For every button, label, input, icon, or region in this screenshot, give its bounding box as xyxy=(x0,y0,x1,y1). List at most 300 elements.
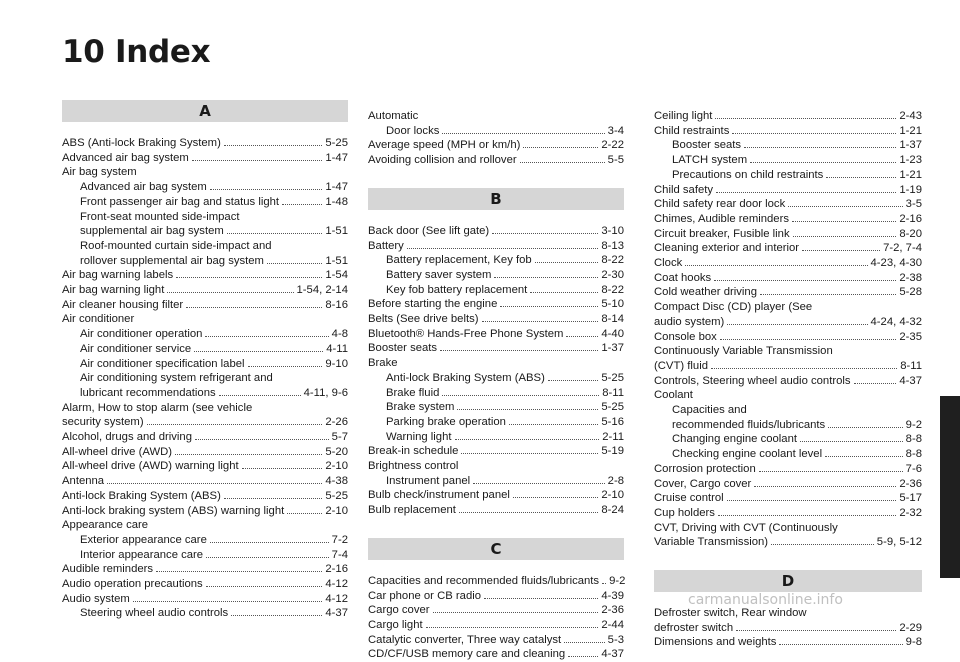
entry-page: 8-20 xyxy=(899,227,922,240)
index-entry xyxy=(654,256,922,271)
leader-dots xyxy=(192,160,323,161)
index-entry xyxy=(386,400,624,415)
entry-text: Capacities and xyxy=(672,404,747,416)
entry-text: Circuit breaker, Fusible link xyxy=(654,227,790,240)
index-entry xyxy=(654,212,922,227)
index-entry xyxy=(80,342,348,357)
entry-text: Defroster switch, Rear window xyxy=(654,607,807,619)
leader-dots xyxy=(210,542,329,543)
leader-dots xyxy=(760,294,896,295)
leader-dots xyxy=(750,162,896,163)
index-entry xyxy=(386,268,624,283)
entry-page: 1-54, 2-14 xyxy=(296,284,348,296)
entry-page: 8-22 xyxy=(601,283,624,296)
entry-text: Child safety xyxy=(654,183,714,196)
index-entry xyxy=(386,415,624,430)
leader-dots xyxy=(147,424,323,425)
index-entry xyxy=(654,621,922,636)
entry-text: Key fob battery replacement xyxy=(386,283,528,296)
leader-dots xyxy=(287,513,322,514)
entry-text: CVT, Driving with CVT (Continuously xyxy=(654,521,838,534)
entry-page: 4-24, 4-32 xyxy=(870,315,922,328)
entry-page: 2-29 xyxy=(899,621,922,634)
entry-page: 4-11 xyxy=(326,342,348,355)
entry-text: Air bag system xyxy=(62,166,137,179)
entry-page: 4-8 xyxy=(331,328,348,341)
entry-text: Air bag warning light xyxy=(62,284,165,296)
leader-dots xyxy=(231,615,322,616)
entry-page: 1-47 xyxy=(325,181,348,194)
index-entry xyxy=(672,447,922,462)
index-entry xyxy=(654,330,922,345)
index-entry xyxy=(368,503,624,518)
leader-dots xyxy=(227,233,323,234)
entry-text: Audio system xyxy=(62,592,130,605)
index-entry xyxy=(654,635,922,650)
leader-dots xyxy=(195,439,329,440)
entry-text: Audible reminders xyxy=(62,563,154,576)
index-entry xyxy=(672,153,922,168)
entry-text: Warning light xyxy=(386,430,452,443)
entry-text: Anti-lock braking system (ABS) warning light xyxy=(62,504,285,517)
entry-text: Battery saver system xyxy=(386,268,492,281)
entry-text: supplemental air bag system xyxy=(80,225,224,238)
leader-dots xyxy=(426,627,599,628)
index-entry xyxy=(672,432,922,447)
entry-text: recommended fluids/lubricants xyxy=(672,418,826,431)
index-entry xyxy=(654,462,922,477)
leader-dots xyxy=(194,351,323,352)
leader-dots xyxy=(564,642,604,643)
entry-page: 5-20 xyxy=(325,445,348,458)
entry-text: Air conditioner specification label xyxy=(80,357,245,370)
index-entry xyxy=(368,618,624,633)
index-entry xyxy=(654,300,922,315)
index-entry xyxy=(672,418,922,433)
leader-dots xyxy=(520,162,605,163)
entry-page: 3-4 xyxy=(607,124,624,137)
index-entry xyxy=(62,459,348,474)
entry-page: 1-51 xyxy=(325,254,348,267)
index-entry xyxy=(654,241,922,256)
entry-text: Precautions on child restraints xyxy=(672,168,824,181)
leader-dots xyxy=(793,236,897,237)
entry-page: 5-3 xyxy=(607,633,624,646)
entry-page: 8-16 xyxy=(325,298,348,311)
index-entry xyxy=(62,312,348,327)
index-entry xyxy=(368,297,624,312)
leader-dots xyxy=(828,427,902,428)
entry-page: 2-11 xyxy=(602,430,624,443)
index-entry xyxy=(80,224,348,239)
entry-text: Air conditioner service xyxy=(80,342,192,355)
entry-text: Anti-lock Braking System (ABS) xyxy=(62,489,221,502)
index-entry xyxy=(386,124,624,139)
index-entry xyxy=(368,341,624,356)
entry-text: CD/CF/USB memory care and cleaning xyxy=(368,648,566,661)
index-entry xyxy=(80,371,348,386)
entry-text: Air conditioner operation xyxy=(80,328,203,341)
entry-page: 1-23 xyxy=(899,154,922,167)
entry-text: Door locks xyxy=(386,124,440,137)
entry-page: 8-22 xyxy=(601,254,624,267)
entry-text: Catalytic converter, Three way catalyst xyxy=(368,633,562,646)
entry-text: Bulb check/instrument panel xyxy=(368,489,510,502)
entry-text: Brake system xyxy=(386,401,455,414)
index-entry xyxy=(386,283,624,298)
index-entry xyxy=(62,415,348,430)
entry-text: Avoiding collision and rollover xyxy=(368,154,517,167)
page-title: 10 Index xyxy=(62,34,211,70)
leader-dots xyxy=(714,280,896,281)
entry-text: Cold weather driving xyxy=(654,286,757,299)
entry-page: 5-5 xyxy=(607,154,624,167)
index-entry xyxy=(386,386,624,401)
section-letter-b: B xyxy=(368,188,624,210)
entry-text: Checking engine coolant level xyxy=(672,448,823,461)
leader-dots xyxy=(718,515,896,516)
entry-text: LATCH system xyxy=(672,154,748,167)
entry-text: Bulb replacement xyxy=(368,504,456,517)
entry-page: 8-24 xyxy=(601,504,624,517)
leader-dots xyxy=(442,133,604,134)
entry-page: 8-8 xyxy=(905,433,922,446)
leader-dots xyxy=(736,630,896,631)
entry-page: 2-16 xyxy=(899,212,922,225)
leader-dots xyxy=(523,147,598,148)
entry-text: Cleaning exterior and interior xyxy=(654,242,800,255)
leader-dots xyxy=(548,380,599,381)
index-entry xyxy=(80,327,348,342)
index-entry xyxy=(672,138,922,153)
index-entry xyxy=(80,195,348,210)
index-entry xyxy=(368,647,624,662)
leader-dots xyxy=(219,395,301,396)
entry-page: 8-8 xyxy=(905,448,922,461)
entry-text: Air conditioner xyxy=(62,313,135,326)
entry-page: 9-8 xyxy=(905,636,922,649)
entry-page: 5-19 xyxy=(601,445,624,458)
index-entry xyxy=(654,374,922,389)
leader-dots xyxy=(494,277,598,278)
entry-text: Bluetooth® Hands-Free Phone System xyxy=(368,327,564,340)
entry-page: 5-7 xyxy=(331,431,348,443)
entry-text: Alcohol, drugs and driving xyxy=(62,431,192,443)
leader-dots xyxy=(509,424,598,425)
entry-text: Child safety rear door lock xyxy=(654,198,786,211)
entry-text: Before starting the engine xyxy=(368,298,498,311)
entry-text: Air conditioning system refrigerant and xyxy=(80,372,273,385)
entry-page: 1-21 xyxy=(899,124,922,137)
entry-text: Controls, Steering wheel audio controls xyxy=(654,374,851,387)
entry-text: Antenna xyxy=(62,475,105,488)
index-entry xyxy=(654,344,922,359)
entry-page: 2-38 xyxy=(899,271,922,284)
index-entry xyxy=(368,459,624,474)
entry-page: 4-37 xyxy=(899,374,922,387)
leader-dots xyxy=(267,263,322,264)
entry-text: Compact Disc (CD) player (See xyxy=(654,301,813,314)
leader-dots xyxy=(566,336,598,337)
index-entry xyxy=(62,136,348,151)
leader-dots xyxy=(482,321,599,322)
leader-dots xyxy=(442,395,599,396)
entry-text: security system) xyxy=(62,416,144,429)
entry-text: Coat hooks xyxy=(654,271,712,284)
entry-page: 1-37 xyxy=(601,342,624,355)
leader-dots xyxy=(186,307,322,308)
entry-text: Front passenger air bag and status light xyxy=(80,195,280,208)
entry-text: Variable Transmission) xyxy=(654,536,769,549)
index-entry xyxy=(368,312,624,327)
index-entry xyxy=(654,388,922,403)
entry-page: 5-16 xyxy=(601,415,624,428)
entry-page: 4-39 xyxy=(601,589,624,602)
leader-dots xyxy=(727,500,897,501)
entry-page: 1-37 xyxy=(899,139,922,152)
leader-dots xyxy=(459,512,598,513)
leader-dots xyxy=(248,366,323,367)
entry-text: Cargo light xyxy=(368,618,423,631)
entry-page: 5-25 xyxy=(325,137,348,149)
entry-text: Alarm, How to stop alarm (see vehicle xyxy=(62,401,253,414)
entry-page: 9-10 xyxy=(325,357,348,370)
index-entry xyxy=(62,283,348,298)
entry-page: 2-16 xyxy=(325,563,348,576)
leader-dots xyxy=(788,206,902,207)
leader-dots xyxy=(407,248,599,249)
entry-page: 2-26 xyxy=(325,416,348,429)
leader-dots xyxy=(602,583,606,584)
leader-dots xyxy=(720,339,897,340)
index-entry xyxy=(654,183,922,198)
entry-text: Steering wheel audio controls xyxy=(80,607,229,620)
entry-page: 1-54 xyxy=(325,269,348,282)
leader-dots xyxy=(771,544,874,545)
entry-text: Car phone or CB radio xyxy=(368,589,482,602)
index-entry xyxy=(62,445,348,460)
entry-page: 5-25 xyxy=(325,489,348,502)
entry-page: 4-11, 9-6 xyxy=(303,386,348,399)
index-entry xyxy=(62,577,348,592)
entry-text: Child restraints xyxy=(654,124,730,137)
leader-dots xyxy=(500,306,598,307)
entry-text: Advanced air bag system xyxy=(62,151,189,164)
entry-text: Cruise control xyxy=(654,492,724,505)
entry-page: 1-21 xyxy=(899,168,922,181)
entry-page: 2-8 xyxy=(607,474,624,487)
section-letter-a: A xyxy=(62,100,348,122)
entry-text: audio system) xyxy=(654,315,725,328)
entry-page: 2-22 xyxy=(601,139,624,152)
entry-text: Brake xyxy=(368,357,398,370)
entry-page: 4-40 xyxy=(601,327,624,340)
entry-text: Brake fluid xyxy=(386,386,440,399)
leader-dots xyxy=(802,250,880,251)
entry-page: 1-48 xyxy=(325,195,348,208)
leader-dots xyxy=(792,221,896,222)
leader-dots xyxy=(205,336,328,337)
index-entry xyxy=(80,386,348,401)
index-entry xyxy=(368,327,624,342)
index-entry xyxy=(654,109,922,124)
entry-page: 7-6 xyxy=(905,462,922,475)
index-entry xyxy=(654,271,922,286)
index-entry xyxy=(654,506,922,521)
entry-text: Clock xyxy=(654,257,683,269)
entry-text: Front-seat mounted side-impact xyxy=(80,210,240,223)
leader-dots xyxy=(484,598,598,599)
leader-dots xyxy=(513,497,598,498)
entry-page: 2-44 xyxy=(601,618,624,631)
index-entry xyxy=(368,444,624,459)
index-entry xyxy=(368,153,624,168)
index-entry xyxy=(672,403,922,418)
entry-text: lubricant recommendations xyxy=(80,386,216,399)
entry-text: Air cleaner housing filter xyxy=(62,298,184,311)
entry-page: 9-2 xyxy=(609,574,626,587)
entry-text: All-wheel drive (AWD) warning light xyxy=(62,460,239,473)
entry-page: 3-5 xyxy=(905,198,922,211)
entry-page: 2-30 xyxy=(601,268,624,281)
index-entry xyxy=(80,606,348,621)
entry-page: 7-4 xyxy=(331,548,348,561)
leader-dots xyxy=(461,453,598,454)
entry-page: 3-10 xyxy=(601,224,624,237)
entry-page: 8-11 xyxy=(602,386,624,399)
index-entry xyxy=(80,210,348,225)
entry-page: 2-10 xyxy=(325,460,348,473)
entry-text: Average speed (MPH or km/h) xyxy=(368,139,521,152)
entry-text: Brightness control xyxy=(368,460,459,472)
index-entry xyxy=(368,488,624,503)
index-entry xyxy=(654,535,922,550)
leader-dots xyxy=(175,454,322,455)
entry-text: Battery replacement, Key fob xyxy=(386,254,532,267)
entry-text: Changing engine coolant xyxy=(672,433,797,446)
entry-page: 2-32 xyxy=(899,506,922,519)
leader-dots xyxy=(107,483,322,484)
entry-text: All-wheel drive (AWD) xyxy=(62,445,173,458)
index-entry xyxy=(654,124,922,139)
leader-dots xyxy=(433,612,599,613)
entry-page: 4-23, 4-30 xyxy=(870,257,922,269)
leader-dots xyxy=(133,601,323,602)
entry-page: 2-35 xyxy=(899,330,922,343)
leader-dots xyxy=(455,439,600,440)
entry-text: Instrument panel xyxy=(386,474,471,487)
leader-dots xyxy=(206,557,329,558)
index-entry xyxy=(654,315,922,330)
entry-page: 8-14 xyxy=(601,313,624,325)
entry-text: Booster seats xyxy=(672,139,742,152)
watermark: carmanualsonline.info xyxy=(688,592,843,608)
index-entry xyxy=(368,138,624,153)
entry-text: Belts (See drive belts) xyxy=(368,313,479,325)
leader-dots xyxy=(282,204,322,205)
leader-dots xyxy=(727,324,867,325)
index-entry xyxy=(62,268,348,283)
index-entry xyxy=(654,521,922,536)
index-entry xyxy=(62,165,348,180)
leader-dots xyxy=(779,644,902,645)
leader-dots xyxy=(800,441,903,442)
index-entry xyxy=(80,357,348,372)
entry-page: 1-51 xyxy=(325,225,348,238)
index-entry xyxy=(62,592,348,607)
entry-text: Battery xyxy=(368,239,404,252)
index-entry xyxy=(654,227,922,242)
leader-dots xyxy=(854,383,897,384)
index-entry xyxy=(62,518,348,533)
entry-text: Booster seats xyxy=(368,342,438,355)
leader-dots xyxy=(716,192,896,193)
leader-dots xyxy=(210,189,323,190)
leader-dots xyxy=(457,409,598,410)
entry-page: 4-37 xyxy=(601,648,624,661)
index-entry xyxy=(386,430,624,445)
entry-page: 9-2 xyxy=(905,418,922,431)
leader-dots xyxy=(744,147,896,148)
entry-text: rollover supplemental air bag system xyxy=(80,254,264,267)
leader-dots xyxy=(685,265,867,266)
leader-dots xyxy=(826,177,896,178)
entry-page: 5-17 xyxy=(899,492,922,505)
leader-dots xyxy=(440,350,598,351)
index-entry xyxy=(654,359,922,374)
entry-text: Cargo cover xyxy=(368,604,430,617)
entry-text: Anti-lock Braking System (ABS) xyxy=(386,371,545,384)
entry-page: 8-11 xyxy=(900,359,922,372)
index-entry xyxy=(368,224,624,239)
index-entry xyxy=(80,548,348,563)
index-entry xyxy=(368,574,624,589)
index-entry xyxy=(62,489,348,504)
entry-page: 1-19 xyxy=(899,183,922,196)
entry-text: Roof-mounted curtain side-impact and xyxy=(80,239,272,252)
index-entry xyxy=(386,371,624,386)
section-letter-d: D xyxy=(654,570,922,592)
index-entry xyxy=(654,197,922,212)
leader-dots xyxy=(535,262,599,263)
leader-dots xyxy=(156,571,322,572)
leader-dots xyxy=(715,118,896,119)
entry-text: Advanced air bag system xyxy=(80,181,207,194)
leader-dots xyxy=(568,656,598,657)
leader-dots xyxy=(224,145,323,146)
entry-text: Dimensions and weights xyxy=(654,636,777,649)
entry-text: Parking brake operation xyxy=(386,415,506,428)
index-entry xyxy=(672,168,922,183)
entry-text: Cover, Cargo cover xyxy=(654,477,752,490)
entry-text: Back door (See lift gate) xyxy=(368,224,490,237)
entry-text: Ceiling light xyxy=(654,110,713,122)
index-entry xyxy=(62,474,348,489)
entry-text: Audio operation precautions xyxy=(62,578,203,590)
section-letter-c: C xyxy=(368,538,624,560)
index-entry xyxy=(80,180,348,195)
entry-page: 5-25 xyxy=(601,371,624,384)
index-entry xyxy=(654,477,922,492)
index-entry xyxy=(654,285,922,300)
index-entry xyxy=(654,606,922,621)
index-entry xyxy=(62,401,348,416)
leader-dots xyxy=(825,456,903,457)
leader-dots xyxy=(176,277,322,278)
entry-text: defroster switch xyxy=(654,621,734,634)
entry-text: Capacities and recommended fluids/lubricants xyxy=(368,574,600,587)
entry-page: 5-10 xyxy=(601,298,624,311)
